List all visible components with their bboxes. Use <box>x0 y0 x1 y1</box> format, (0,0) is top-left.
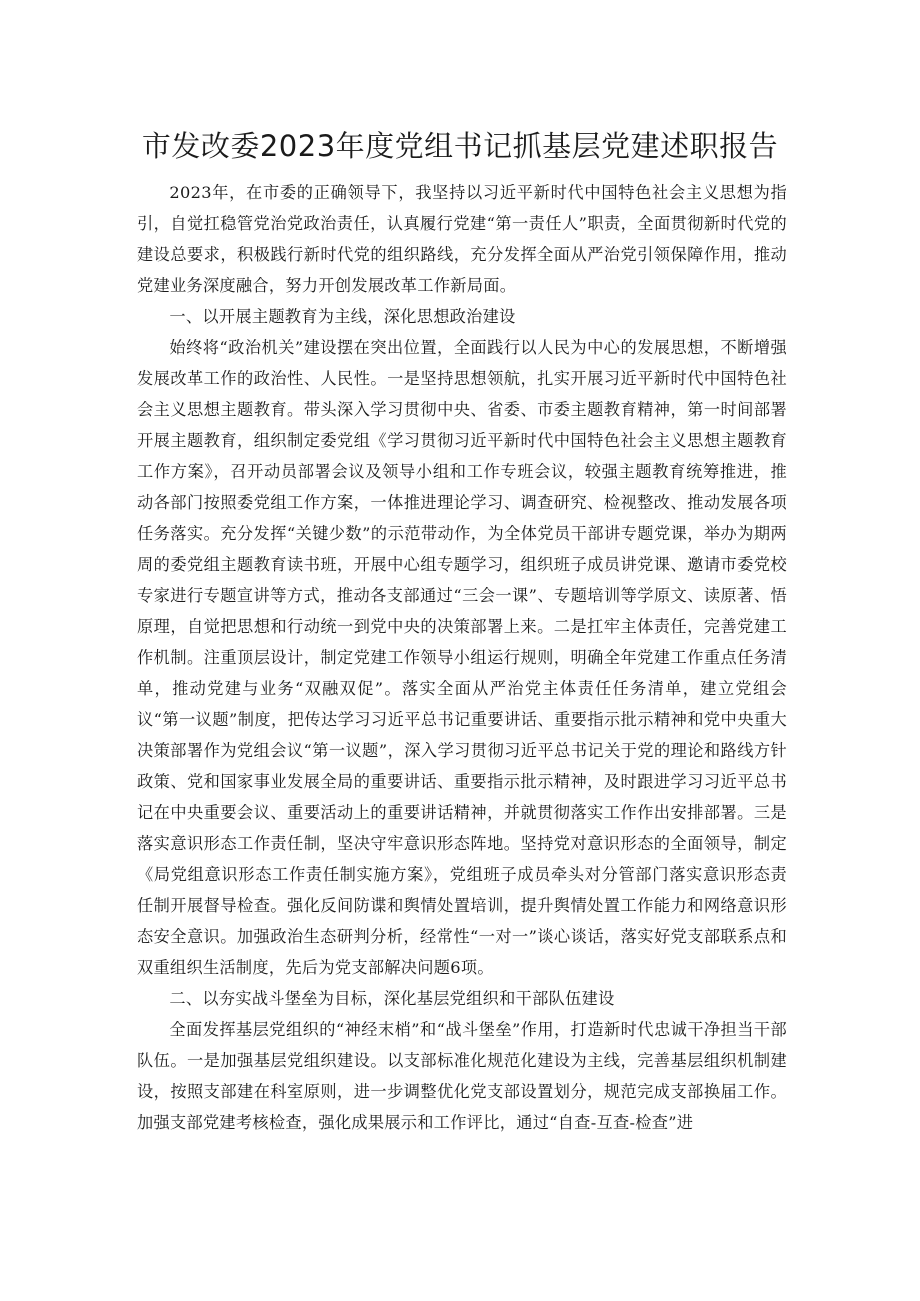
document-title: 市发改委2023年度党组书记抓基层党建述职报告 <box>141 129 779 163</box>
section-1-paragraph: 始终将“政治机关”建设摆在突出位置，全面践行以人民为中心的发展思想，不断增强发展改革工作的政治性、人民性。一是坚持思想领航，扎实开展习近平新时代中国特色社会主义思想主题教育。带头深入学习贯彻中央、省委、市委主题教育精神，第一时间部署开展主题教育，组织制定委党组《学习贯彻习近平新时代中国特色社会主义思想主题教育工作方案》，召开动员部署会议及领导小组和工作专班会议，较强主题教育统筹推进，推动各部门按照委党组工作方案，一体推进理论学习、调查研究、检视整改、推动发展各项任务落实。充分发挥“关键少数”的示范带动作，为全体党员干部讲专题党课，举办为期两周的委党组主题教育读书班，开展中心组专题学习，组织班子成员讲党课、邀请市委党校专家进行专题宣讲等方式，推动各支部通过“三会一课”、专题培训等学原文、读原著、悟原理，自觉把思想和行动统一到党中央的决策部署上来。二是扛牢主体责任，完善党建工作机制。注重顶层设计，制定党建工作领导小组运行规则，明确全年党建工作重点任务清单，推动党建与业务“双融双促”。落实全面从严治党主体责任任务清单，建立党组会议“第一议题”制度，把传达学习习近平总书记重要讲话、重要指示批示精神和党中央重大决策部署作为党组会议“第一议题”，深入学习贯彻习近平总书记关于党的理论和路线方针政策、党和国家事业发展全局的重要讲话、重要指示批示精神，及时跟进学习习近平总书记在中央重要会议、重要活动上的重要讲话精神，并就贯彻落实工作作出安排部署。三是落实意识形态工作责任制，坚决守牢意识形态阵地。坚持党对意识形态的全面领导，制定《局党组意识形态工作责任制实施方案》，党组班子成员牵头对分管部门落实意识形态责任制开展督导检查。强化反间防谍和舆情处置培训，提升舆情处置工作能力和网络意识形态安全意识。加强政治生态研判分析，经常性“一对一”谈心谈话，落实好党支部联系点和双重组织生活制度，先后为党支部解决问题6项。 <box>137 338 787 977</box>
section-2-paragraph: 全面发挥基层党组织的“神经末梢”和“战斗堡垒”作用，打造新时代忠诚干净担当干部队伍。一是加强基层党组织建设。以支部标准化规范化建设为主线，完善基层组织机制建设，按照支部建在科室原则，进一步调整优化党支部设置划分，规范完成支部换届工作。加强支部党建考核检查，强化成果展示和工作评比，通过“自查-互查-检查”进 <box>137 1020 787 1132</box>
document-body <box>137 177 787 1138</box>
intro-paragraph: 2023年，在市委的正确领导下，我坚持以习近平新时代中国特色社会主义思想为指引，自觉扛稳管党治党政治责任，认真履行党建“第一责任人”职责，全面贯彻新时代党的建设总要求，积极践行新时代党的组织路线，充分发挥全面从严治党引领保障作用，推动党建业务深度融合，努力开创发展改革工作新局面。 <box>137 183 787 295</box>
section-2-heading: 二、以夯实战斗堡垒为目标，深化基层党组织和干部队伍建设 <box>169 989 615 1008</box>
section-1-heading: 一、以开展主题教育为主线，深化思想政治建设 <box>169 307 516 326</box>
